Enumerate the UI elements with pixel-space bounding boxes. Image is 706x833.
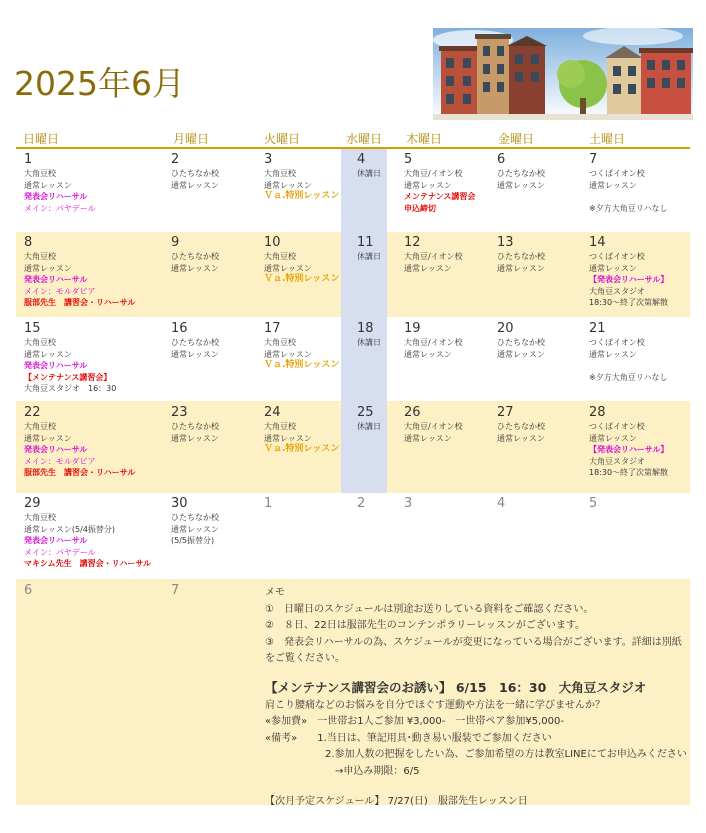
day-event-line: 通常レッスン [404, 263, 452, 273]
day-number: 3 [404, 496, 413, 511]
day-event-line: 大角豆/イオン校 [404, 338, 463, 347]
day-number: 12 [404, 235, 421, 250]
day-event-line: 通常レッスン [171, 524, 219, 534]
day-number: 30 [171, 496, 188, 511]
day-number: 23 [171, 405, 188, 420]
day-event-line: 通常レッスン [404, 433, 452, 443]
day-event-line: 大角豆/イオン校 [404, 422, 463, 431]
day-number: 2 [171, 152, 180, 167]
day-event-line: ※夕方大角豆リハなし [589, 372, 668, 382]
day-event-line: 通常レッスン [404, 180, 452, 190]
day-cell [264, 320, 339, 372]
day-cell [404, 151, 475, 214]
day-event-line: 通常レッスン [171, 349, 219, 359]
day-cell [264, 234, 339, 286]
day-event-line: 大角豆校 [264, 338, 296, 347]
day-event-line: 通常レッスン [24, 433, 72, 443]
day-number: 17 [264, 321, 281, 336]
day-cell [497, 320, 545, 360]
day-cell [497, 495, 505, 512]
day-cell [357, 151, 381, 180]
day-cell [404, 234, 462, 274]
day-event-line: 大角豆校 [24, 252, 56, 261]
day-number: 16 [171, 321, 188, 336]
day-number: 18 [357, 321, 374, 336]
day-event-line: 大角豆スタジオ [589, 456, 645, 466]
day-event-line: つくばイオン校 [589, 338, 645, 347]
weekday-sat: 土曜日 [589, 132, 626, 146]
day-number: 28 [589, 405, 606, 420]
day-event-line: ひたちなか校 [497, 422, 545, 431]
day-cell [24, 582, 32, 599]
day-cell [589, 151, 667, 214]
day-cell [357, 495, 365, 512]
day-event-line: 大角豆校 [264, 422, 296, 431]
day-event-line: 【発表会リハーサル】 [589, 275, 669, 284]
day-event-line: 大角豆校 [264, 252, 296, 261]
day-event-line: Ｖａ.特別レッスン [264, 444, 340, 454]
day-event-line: 発表会リハーサル [24, 361, 88, 370]
day-number: 4 [357, 152, 366, 167]
day-number: 7 [589, 152, 598, 167]
day-event-line: 発表会リハーサル [24, 445, 88, 454]
day-event-line: 通常レッスン [497, 433, 545, 443]
weekday-sun: 日曜日 [23, 132, 60, 146]
weekday-tue: 火曜日 [264, 132, 301, 146]
day-number: 10 [264, 235, 281, 250]
day-cell [404, 320, 462, 360]
day-event-line: つくばイオン校 [589, 169, 645, 178]
day-cell [24, 320, 116, 395]
weekday-mon: 月曜日 [173, 132, 210, 146]
day-event-line: ひたちなか校 [171, 513, 219, 522]
day-event-line: ひたちなか校 [497, 338, 545, 347]
day-event-line: マキシム先生 講習会・リハーサル [24, 559, 151, 568]
day-event-line: 発表会リハーサル [24, 192, 88, 201]
day-cell [357, 404, 381, 433]
day-number: 9 [171, 235, 180, 250]
day-event-line: 休講日 [357, 169, 381, 178]
weekday-header [16, 130, 690, 148]
seminar-line: «参加費» 一世帯お1人ご参加 ¥3,000- 一世帯ペア参加¥5,000- [265, 716, 564, 727]
day-cell [497, 404, 545, 444]
day-event-line: 大角豆校 [24, 338, 56, 347]
day-cell [404, 404, 462, 444]
day-cell [171, 234, 219, 274]
day-event-line: Ｖａ.特別レッスン [264, 274, 340, 284]
day-cell [497, 151, 545, 191]
day-event-line: 大角豆/イオン校 [404, 169, 463, 178]
day-event-line: ひたちなか校 [497, 169, 545, 178]
day-event-line: つくばイオン校 [589, 252, 645, 261]
day-event-line: 通常レッスン [497, 180, 545, 190]
townhouses-illustration [433, 28, 693, 120]
seminar-line: 2.参加人数の把握をしたい為、ご参加希望の方は教室LINEにてお申込みください [265, 749, 687, 760]
day-event-line: メイン：モルダビア [24, 286, 96, 296]
day-event-line: 通常レッスン [264, 180, 312, 190]
memo-item: ① 日曜日のスケジュールは別途お送りしている資料をご確認ください。 [265, 603, 594, 615]
day-event-line: (5/5振替分) [171, 536, 215, 545]
day-event-line: 通常レッスン [589, 263, 637, 273]
day-event-line: 通常レッスン [171, 180, 219, 190]
day-number: 5 [404, 152, 413, 167]
day-event-line: ひたちなか校 [171, 338, 219, 347]
day-cell [24, 495, 151, 570]
day-event-line [589, 360, 667, 372]
day-number: 25 [357, 405, 374, 420]
day-event-line: 通常レッスン [264, 263, 312, 273]
day-number: 15 [24, 321, 41, 336]
day-cell [357, 320, 381, 349]
day-event-line: 大角豆校 [264, 169, 296, 178]
day-event-line: Ｖａ.特別レッスン [264, 360, 340, 370]
day-event-line: 通常レッスン [589, 349, 637, 359]
day-event-line: ひたちなか校 [171, 169, 219, 178]
day-number: 1 [24, 152, 33, 167]
day-event-line: ひたちなか校 [171, 252, 219, 261]
day-number: 27 [497, 405, 514, 420]
day-number: 5 [589, 496, 598, 511]
day-event-line: 通常レッスン [589, 180, 637, 190]
day-event-line: 18:30～終了次第解散 [589, 468, 669, 477]
day-event-line: 通常レッスン [589, 433, 637, 443]
day-event-line: ひたちなか校 [497, 252, 545, 261]
day-number: 6 [497, 152, 506, 167]
day-event-line: 発表会リハーサル [24, 275, 88, 284]
day-cell [171, 582, 179, 599]
day-event-line: 通常レッスン [404, 349, 452, 359]
day-number: 4 [497, 496, 506, 511]
month-title: 2025年6月 [14, 64, 185, 103]
day-cell [404, 495, 412, 512]
memo-box [265, 585, 685, 811]
day-cell [171, 404, 219, 444]
day-event-line: 大角豆スタジオ 16：30 [24, 384, 117, 393]
seminar-line: →申込み期限：6/5 [265, 765, 420, 777]
next-month-note: 【次月予定スケジュール】 7/27(日) 服部先生レッスン日 [265, 796, 528, 807]
day-event-line: 通常レッスン [24, 180, 72, 190]
day-event-line: 大角豆スタジオ [589, 286, 645, 296]
day-number: 3 [264, 152, 273, 167]
day-event-line: 申込締切 [404, 203, 436, 213]
day-event-line: 通常レッスン [497, 349, 545, 359]
day-event-line: メイン：パヤデール [24, 547, 96, 557]
day-cell [24, 404, 135, 479]
day-event-line: 18:30～終了次第解散 [589, 298, 669, 307]
day-cell [264, 495, 272, 512]
day-number: 29 [24, 496, 41, 511]
day-number: 24 [264, 405, 281, 420]
day-cell [497, 234, 545, 274]
day-cell [171, 320, 219, 360]
day-cell [589, 234, 668, 309]
seminar-line: «備考» 1.当日は、筆記用具･動き易い服装でご参加ください [265, 732, 552, 744]
day-event-line: つくばイオン校 [589, 422, 645, 431]
day-event-line: 通常レッスン [171, 433, 219, 443]
seminar-heading: 【メンテナンス講習会のお誘い】 6/15 16：30 大角豆スタジオ [265, 679, 647, 695]
day-event-line: 【発表会リハーサル】 [589, 445, 669, 454]
day-event-line: 通常レッスン [264, 433, 312, 443]
day-number: 8 [24, 235, 33, 250]
day-event-line: メイン：モルダビア [24, 456, 96, 466]
day-event-line: 通常レッスン(5/4振替分) [24, 524, 116, 534]
day-number: 22 [24, 405, 41, 420]
day-number: 20 [497, 321, 514, 336]
day-event-line: 通常レッスン [24, 263, 72, 273]
day-event-line: 通常レッスン [171, 263, 219, 273]
day-number: 21 [589, 321, 606, 336]
day-event-line: 大角豆/イオン校 [404, 252, 463, 261]
day-event-line: 服部先生 講習会・リハーサル [24, 468, 136, 477]
day-event-line: 大角豆校 [24, 422, 56, 431]
weekday-wed: 水曜日 [346, 132, 383, 146]
day-event-line: 服部先生 講習会・リハーサル [24, 298, 136, 307]
day-cell [171, 151, 219, 191]
day-event-line: 大角豆校 [24, 513, 56, 522]
weekday-thu: 木曜日 [406, 132, 443, 146]
day-cell [24, 151, 96, 214]
memo-item: ③ 発表会リハーサルの為、スケジュールが変更になっている場合がございます。詳細は別紙をご覧ください。 [265, 636, 682, 664]
weekday-fri: 金曜日 [498, 132, 535, 146]
day-number: 7 [171, 583, 180, 598]
day-cell [264, 404, 339, 456]
memo-label: メモ [265, 587, 285, 598]
day-number: 1 [264, 496, 273, 511]
day-cell [357, 234, 381, 263]
seminar-line: 肩こり腰痛などのお悩みを自分でほぐす運動や方法を一緒に学びませんか？ [265, 699, 605, 711]
day-cell [264, 151, 339, 203]
day-event-line: メイン：パヤデール [24, 203, 96, 213]
day-number: 26 [404, 405, 421, 420]
day-event-line: ひたちなか校 [171, 422, 219, 431]
day-event-line: 休講日 [357, 338, 381, 347]
day-number: 19 [404, 321, 421, 336]
day-event-line: メンテナンス講習会 [404, 192, 476, 201]
day-cell [24, 234, 135, 309]
memo-item: ② ８日、22日は服部先生のコンテンポラリーレッスンがございます。 [265, 620, 586, 631]
day-cell [589, 495, 597, 512]
day-event-line: 発表会リハーサル [24, 536, 88, 545]
day-number: 11 [357, 235, 374, 250]
day-event-line: 通常レッスン [264, 349, 312, 359]
day-event-line: 通常レッスン [24, 349, 72, 359]
day-number: 14 [589, 235, 606, 250]
day-number: 2 [357, 496, 366, 511]
day-event-line: ※夕方大角豆リハなし [589, 203, 668, 213]
day-event-line [589, 191, 667, 203]
day-number: 6 [24, 583, 33, 598]
day-number: 13 [497, 235, 514, 250]
day-cell [589, 320, 667, 383]
day-cell [171, 495, 219, 547]
day-event-line: 【メンテナンス講習会】 [24, 372, 112, 382]
day-event-line: Ｖａ.特別レッスン [264, 191, 340, 201]
day-event-line: 休講日 [357, 422, 381, 431]
day-event-line: 休講日 [357, 252, 381, 261]
day-cell [589, 404, 668, 479]
day-event-line: 大角豆校 [24, 169, 56, 178]
day-event-line: 通常レッスン [497, 263, 545, 273]
